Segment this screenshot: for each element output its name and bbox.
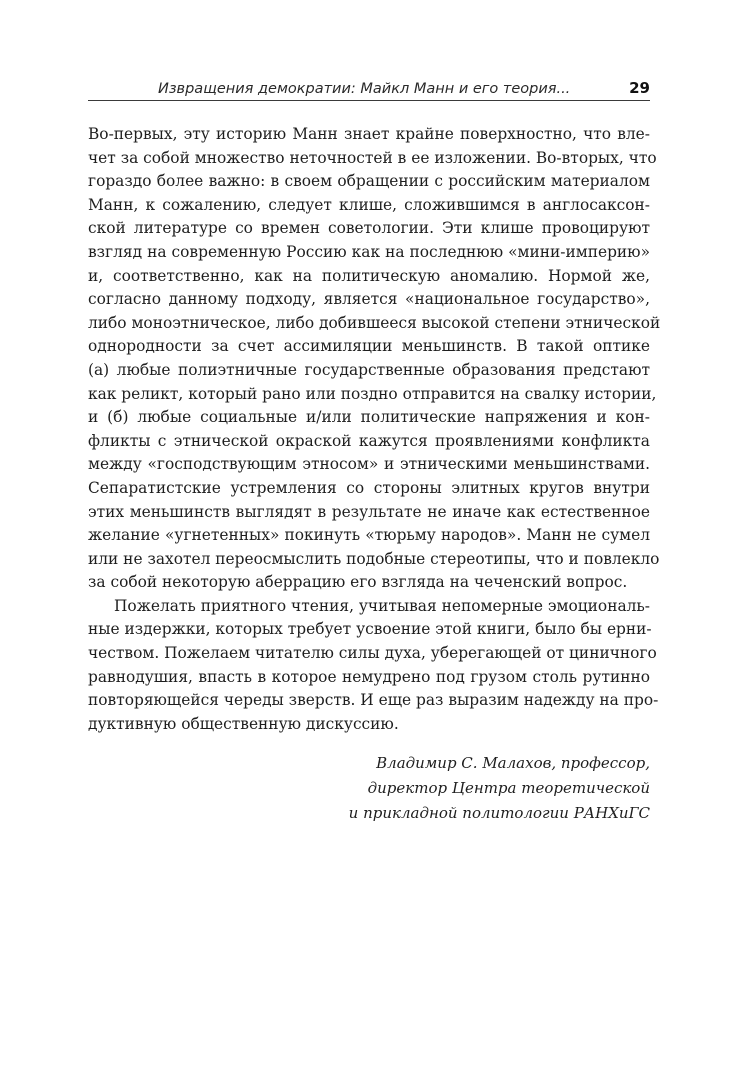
text-line: как реликт, который рано или поздно отправится на свалку истории,: [88, 384, 657, 403]
paragraph-1: [88, 123, 661, 595]
text-line: чет за собой множество неточностей в ее изложении. Во-вторых, что: [88, 148, 657, 167]
text-line: чеством. Пожелаем читателю силы духа, уберегающей от циничного: [88, 644, 657, 663]
text-line: равнодушия, впасть в которое немудрено под грузом столь рутинно: [88, 667, 650, 686]
text-line: или не захотел переосмыслить подобные стереотипы, что и повлекло: [88, 549, 660, 568]
running-title: Извращения демократии: Майкл Манн и его теория...: [158, 81, 571, 97]
text-line: либо моноэтническое, либо добившееся высокой степени этнической: [88, 313, 661, 332]
text-line: согласно данному подходу, является «национальное государство»,: [88, 290, 650, 309]
signature-line: директор Центра теоретической: [367, 779, 650, 797]
text-line: взгляд на современную Россию как на последнюю «мини-империю»: [88, 242, 650, 261]
text-line: гораздо более важно: в своем обращении с российским материалом: [88, 172, 650, 191]
text-line: за собой некоторую аберрацию его взгляда на чеченский вопрос.: [88, 573, 628, 592]
running-header: [88, 76, 650, 101]
text-line: между «господствующим этносом» и этническими меньшинствами.: [88, 455, 650, 474]
author-signature: [349, 751, 650, 826]
text-line: Во-первых, эту историю Манн знает крайне поверхностно, что вле-: [88, 125, 650, 143]
text-line: ской литературе со времен советологии. Эти клише провоцируют: [88, 219, 650, 238]
signature-line: Владимир С. Малахов, профессор,: [376, 754, 650, 772]
text-line: ные издержки, которых требует усвоение этой книги, было бы ерни-: [88, 620, 652, 639]
page-number: 29: [629, 79, 650, 97]
text-line: Манн, к сожалению, следует клише, сложившимся в англосаксон-: [88, 195, 650, 214]
text-line: повторяющейся череды зверств. И еще раз выразим надежду на про-: [88, 691, 659, 710]
text-line: и, соответственно, как на политическую аномалию. Нормой же,: [88, 266, 650, 285]
text-line: желание «угнетенных» покинуть «тюрьму народов». Манн не сумел: [88, 526, 650, 545]
text-line: и (б) любые социальные и/или политические напряжения и кон-: [88, 408, 650, 427]
text-line: Пожелать приятного чтения, учитывая непомерные эмоциональ-: [114, 596, 650, 615]
signature-line: и прикладной политологии РАНХиГС: [348, 804, 650, 822]
text-line: фликты с этнической окраской кажутся проявлениями конфликта: [88, 431, 650, 450]
text-line: (а) любые полиэтничные государственные образования предстают: [88, 360, 650, 379]
text-line: этих меньшинств выглядят в результате не иначе как естественное: [88, 502, 650, 521]
text-line: дуктивную общественную дискуссию.: [88, 714, 399, 733]
text-line: однородности за счет ассимиляции меньшинств. В такой оптике: [88, 337, 650, 356]
text-line: Сепаратистские устремления со стороны элитных кругов внутри: [88, 478, 650, 497]
paragraph-2: [88, 595, 659, 737]
body-text: [88, 123, 661, 736]
